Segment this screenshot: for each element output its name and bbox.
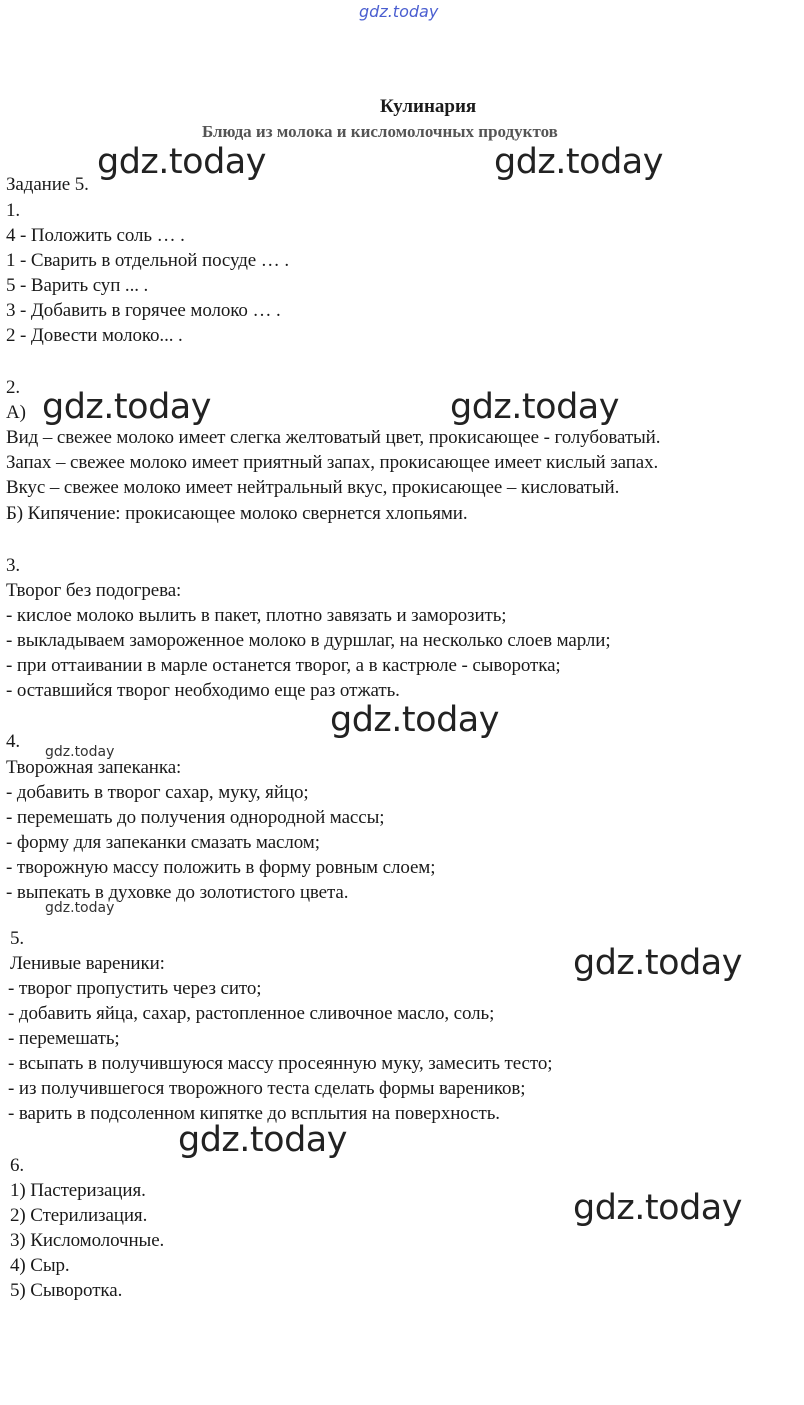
watermark: gdz.today [330, 700, 499, 740]
q1-number: 1. [6, 200, 21, 221]
q4-number: 4. [6, 731, 21, 752]
q2-number: 2. [6, 377, 21, 398]
q6-number: 6. [10, 1155, 25, 1176]
q2-line: Вид – свежее молоко имеет слегка желтоватый цвет, прокисающее - голубоватый. [6, 427, 661, 448]
q2-line: Вкус – свежее молоко имеет нейтральный вкус, прокисающее – кисловатый. [6, 477, 620, 498]
q4-line: - творожную массу положить в форму ровным слоем; [6, 857, 436, 878]
q5-line: - всыпать в получившуюся массу просеянную муку, замесить тесто; [8, 1053, 553, 1074]
watermark-small: gdz.today [45, 744, 115, 760]
q5-number: 5. [10, 928, 25, 949]
q3-heading: Творог без подогрева: [6, 580, 182, 601]
q3-number: 3. [6, 555, 21, 576]
watermark: gdz.today [97, 142, 266, 182]
q1-line: 3 - Добавить в горячее молоко … . [6, 300, 281, 321]
q5-line: - из получившегося творожного теста сделать формы вареников; [8, 1078, 526, 1099]
q4-line: - выпекать в духовке до золотистого цвета. [6, 882, 349, 903]
watermark: gdz.today [42, 387, 211, 427]
header-watermark: gdz.today [359, 2, 439, 21]
q2-line: Запах – свежее молоко имеет приятный запах, прокисающее имеет кислый запах. [6, 452, 659, 473]
watermark: gdz.today [573, 943, 742, 983]
q5-line: - добавить яйца, сахар, растопленное сливочное масло, соль; [8, 1003, 495, 1024]
q4-line: - перемешать до получения однородной массы; [6, 807, 385, 828]
q6-line: 2) Стерилизация. [10, 1205, 148, 1226]
watermark-small: gdz.today [45, 900, 115, 916]
q6-line: 3) Кисломолочные. [10, 1230, 165, 1251]
q5-line: - перемешать; [8, 1028, 120, 1049]
q6-line: 4) Сыр. [10, 1255, 70, 1276]
q1-line: 1 - Сварить в отдельной посуде … . [6, 250, 289, 271]
page-subtitle: Блюда из молока и кисломолочных продуктов [202, 122, 558, 141]
q1-line: 4 - Положить соль … . [6, 225, 185, 246]
q3-line: - оставшийся творог необходимо еще раз отжать. [6, 680, 400, 701]
q5-line: - творог пропустить через сито; [8, 978, 262, 999]
q3-line: - выкладываем замороженное молоко в дуршлаг, на несколько слоев марли; [6, 630, 611, 651]
q5-line: - варить в подсоленном кипятке до всплытия на поверхность. [8, 1103, 500, 1124]
watermark: gdz.today [450, 387, 619, 427]
q4-heading: Творожная запеканка: [6, 757, 182, 778]
q6-line: 1) Пастеризация. [10, 1180, 146, 1201]
q3-line: - кислое молоко вылить в пакет, плотно завязать и заморозить; [6, 605, 507, 626]
watermark: gdz.today [178, 1120, 347, 1160]
q1-line: 5 - Варить суп ... . [6, 275, 149, 296]
task-label: Задание 5. [6, 174, 89, 195]
q4-line: - форму для запеканки смазать маслом; [6, 832, 320, 853]
q2-line: Б) Кипячение: прокисающее молоко свернется хлопьями. [6, 503, 468, 524]
q3-line: - при оттаивании в марле останется творог, а в кастрюле - сыворотка; [6, 655, 561, 676]
q6-line: 5) Сыворотка. [10, 1280, 123, 1301]
q5-heading: Ленивые вареники: [10, 953, 165, 974]
q2-part-a: А) [6, 402, 26, 423]
watermark: gdz.today [573, 1188, 742, 1228]
page-title: Кулинария [380, 96, 477, 117]
watermark: gdz.today [494, 142, 663, 182]
q4-line: - добавить в творог сахар, муку, яйцо; [6, 782, 309, 803]
q1-line: 2 - Довести молоко... . [6, 325, 183, 346]
